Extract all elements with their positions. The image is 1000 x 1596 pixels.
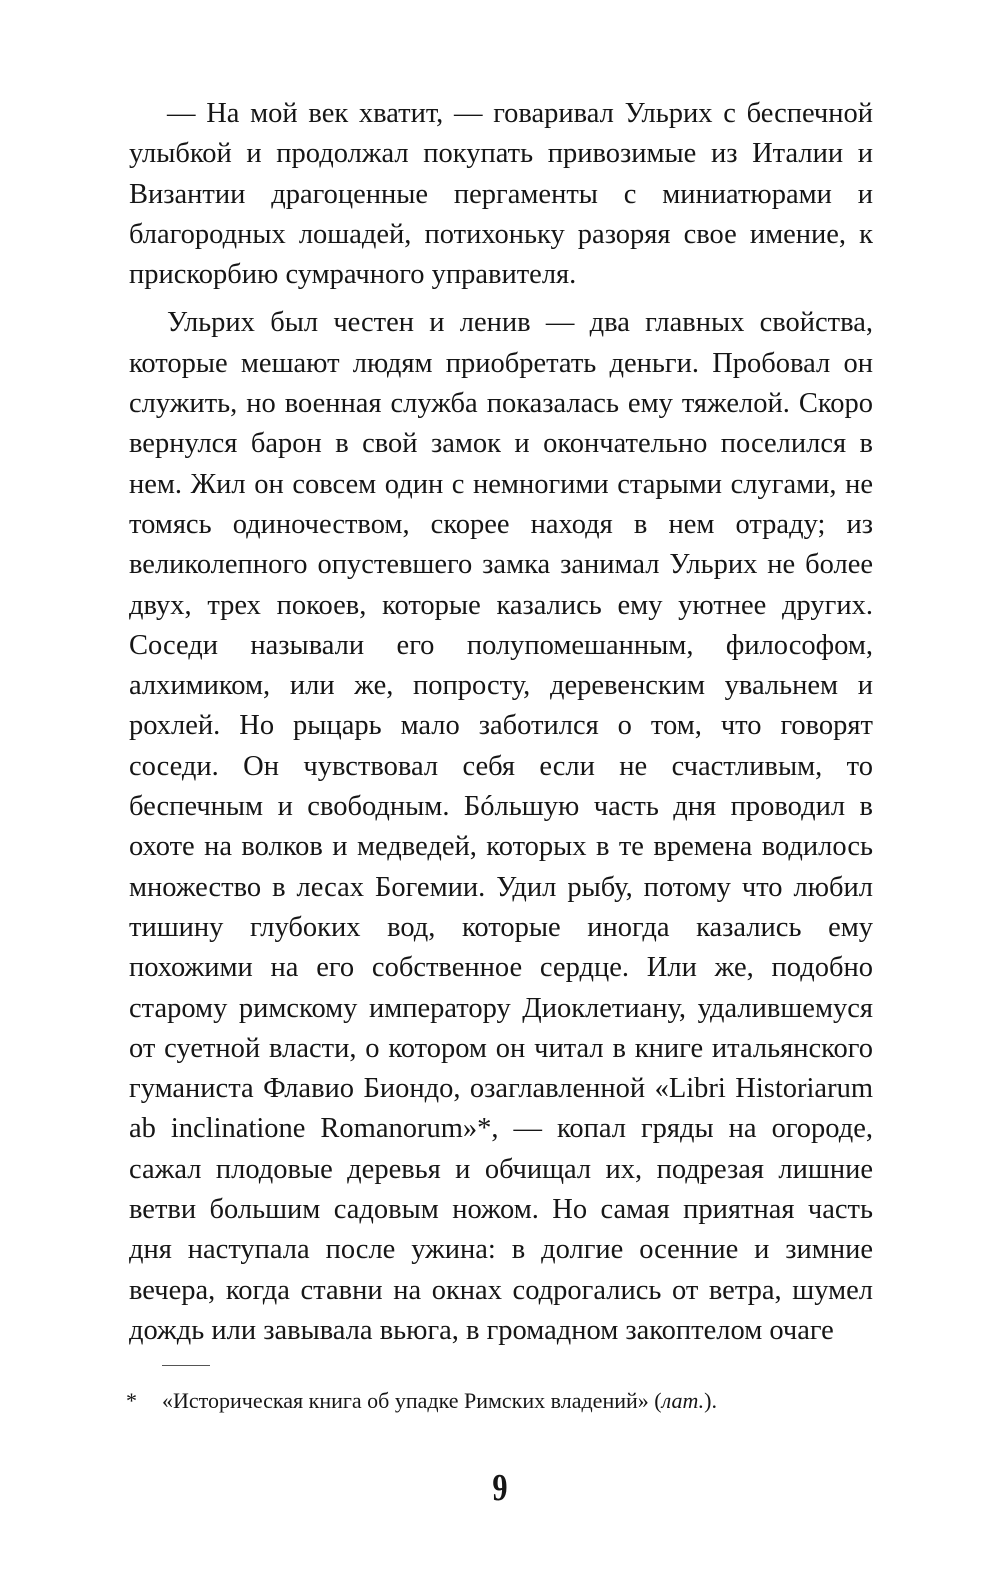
footnote-marker: * [126,1388,137,1413]
footnote-rule [162,1365,210,1366]
body-text [129,94,873,1351]
footnote-text: «Историческая книга об упадке Римских владений» ( [162,1388,662,1413]
paragraph-1: — На мой век хватит, — говаривал Ульрих с беспечной улыбкой и продолжал покупать привозимые из Италии и Византии драгоценные пергаменты с миниатюрами и благородных лошадей, потихоньку разоряя свое имение, к прискорбию сумрачного управителя. [129,98,873,291]
page-number: 9 [492,1467,508,1509]
paragraph-2: Ульрих был честен и ленив — два главных свойства, которые мешают людям приобретать деньги. Пробовал он служить, но военная служба показалась ему тяжелой. Скоро вернулся барон в свой замок и окончательно поселился в нем. Жил он совсем один с немногими старыми слугами, не томясь одиночеством, скорее находя в нем отраду; из великолепного опустевшего замка занимал Ульрих не более двух, трех покоев, которые казались ему уютнее других. Соседи называли его полупомешанным, философом, алхимиком, или же, попросту, деревенским увальнем и рохлей. Но рыцарь мало заботился о том, что говорят соседи. Он чувствовал себя если не счастливым, то беспечным и свободным. Бóльшую часть дня проводил в охоте на волков и медведей, которых в те времена водилось множество в лесах Богемии. Удил рыбу, потому что любил тишину глубоких вод, которые иногда казались ему похожими на его собственное сердце. Или же, подобно старому римскому императору Диоклетиану, удалившемуся от суетной власти, о котором он читал в книге итальянского гуманиста Флавио Биондо, озаглавленной «Libri Historiarum ab inclinatione Romanorum»*, — копал гряды на огороде, сажал плодовые деревья и обчищал их, подрезая лишние ветви большим садовым ножом. Но самая приятная часть дня наступала после ужина: в долгие осенние и зимние вечера, когда ставни на окнах содрогались от ветра, шумел дождь или завывала вьюга, в громадном закоптелом очаге [129,307,873,1346]
footnote [126,1386,876,1416]
footnote-close: ). [704,1388,717,1413]
footnote-language: лат. [661,1388,705,1413]
